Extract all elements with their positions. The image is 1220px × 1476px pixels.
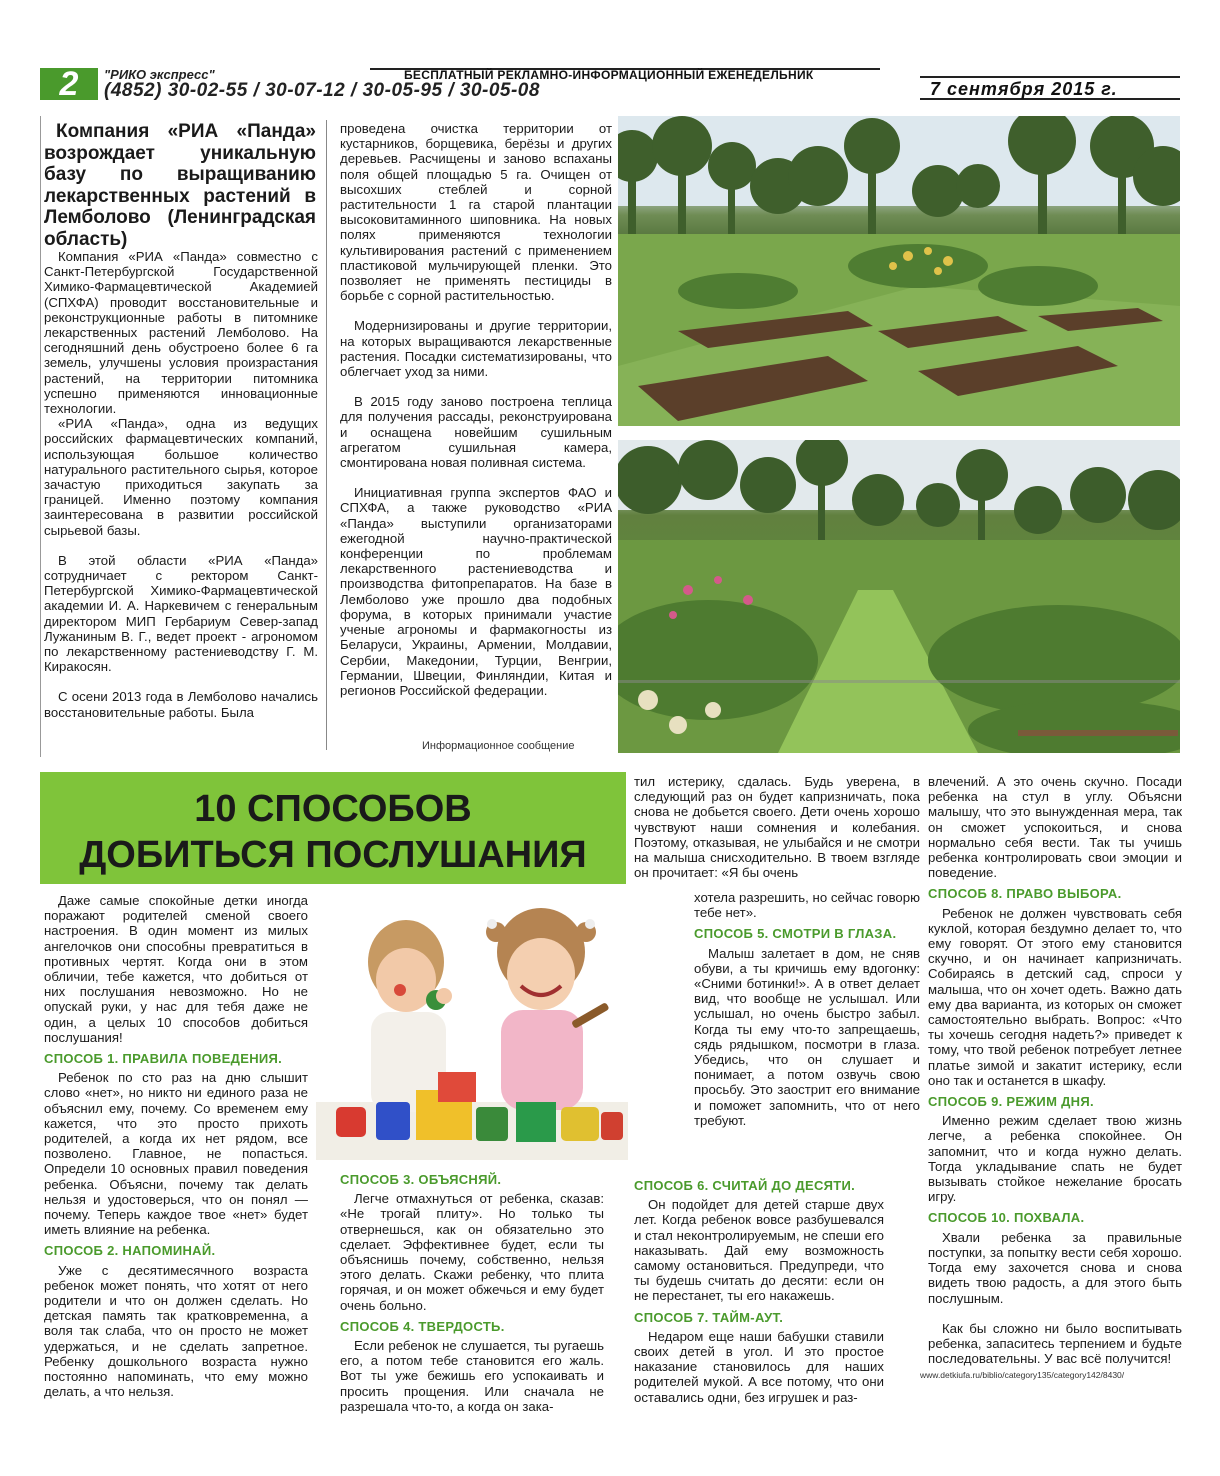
article2-column3-bottom — [634, 1172, 884, 1405]
article2-column1 — [44, 893, 308, 1400]
method3-heading: СПОСОБ 3. ОБЪЯСНЯЙ. — [340, 1172, 502, 1187]
method6-text: Он подойдет для детей старше двух лет. Когда ребенок вовсе разбушевался и стал неконтролируемым, не спеши его наказывать. Дай ему возможность самому остановиться. Предупреди, что ты будешь считать до десяти: если он не перестанет, ты его накажешь. — [634, 1197, 884, 1304]
method4-continued: тил истерику, сдалась. Будь уверена, в следующий раз он будет капризничать, пока снова не добьется своего. Дети очень хорошо чувствуют наши сомнения и колебания. Поэтому, отказывая, не улыбайся и не смотри на малыша снисходительно. В твоем взгляде он прочитает: «Я бы очень — [634, 774, 920, 881]
article2-title — [40, 786, 626, 878]
paragraph: С осени 2013 года в Лемболово начались восстановительные работы. Была — [44, 689, 318, 720]
info-note: Информационное сообщение — [422, 740, 575, 752]
paragraph: «РИА «Панда», одна из ведущих российских фармацевтических компаний, использующая большое количество натурального растительного сырья, которое зачастую приходиться закупать за границей. Именно поэтому компания заинтересована в развитии российской сырьевой базы. — [44, 416, 318, 538]
method4-text: Если ребенок не слушается, ты ругаешь его, а потом тебе становится его жаль. Вот ты уже бежишь его успокаивать и просить прощения. Или сначала не разрешала что-то, а когда он зака- — [340, 1338, 604, 1414]
method10-text: Хвали ребенка за правильные поступки, за попытку вести себя хорошо. Тогда ему захочется снова и снова видеть твою радость, а для этого быть послушным. — [928, 1229, 1182, 1306]
column-divider — [326, 120, 327, 750]
paragraph: В этой области «РИА «Панда» сотрудничает с ректором Санкт-Петербургской Химико-Фармацевтической академии И. А. Наркевичем с генеральным директором МИП Гербариум Север-запад Лужаниным В. Г., ведет проект - агрономом по лекарственному растениеводству Г. М. Киракосян. — [44, 552, 318, 675]
paragraph: В 2015 году заново построена теплица для получения рассады, реконструирована и оснащена новейшим сушильным агрегатом сушильная камера, смонтирована новая поливная система. — [340, 394, 612, 471]
article1-title: Компания «РИА «Панда» возрождает уникальную базу по выращиванию лекарственных растений в Лемболово (Ленинградская область) — [44, 121, 316, 250]
article2-column3-middle — [694, 890, 920, 1128]
issue-date: 7 сентября 2015 г. — [930, 79, 1118, 99]
paragraph: Модернизированы и другие территории, на которых выращиваются лекарственные растения. Посадки систематизированы, что облегчает уход за ними. — [340, 318, 612, 380]
method3-text: Легче отмахнуться от ребенка, сказав: «Не трогай плиту». Но только ты отвернешься, как он обязательно это сделает. Эффективнее будет, если ты объяснишь почему, собственно, нельзя этого делать. Скажи ребенку, что плита горячая, и он может обжечься и ему будет очень больно. — [340, 1191, 604, 1313]
publication-phones: (4852) 30-02-55 / 30-07-12 / 30-05-95 / 30-05-08 — [104, 80, 540, 101]
method8-heading: СПОСОБ 8. ПРАВО ВЫБОРА. — [928, 886, 1122, 902]
method9-text: Именно режим сделает твою жизнь легче, а ребенка спокойнее. Он запомнит, что и когда нужно делать. Тогда укладывание спать не будет вызывать стойкое нежелание бросать игру. — [928, 1113, 1182, 1205]
article2-column3-top — [634, 774, 920, 880]
article2-column2 — [340, 1166, 604, 1414]
method10-heading: СПОСОБ 10. ПОХВАЛА. — [928, 1210, 1085, 1226]
method8-text: Ребенок не должен чувствовать себя куклой, которая бездумно делает то, что ему говорят. От этого ему становится скучно, и он начинает капризничать. Собираясь в детский сад, спроси у малыша, что он хочет одеть. Важно дать ему два варианта, из которых он сможет самостоятельно выбрать. Вопрос: «Что ты хочешь сегодня надеть?» приведет к тому, что твой ребенок потребует летнее платье зимой и закатит истерику, если оно так и останется в шкафу. — [928, 905, 1182, 1088]
method9-heading: СПОСОБ 9. РЕЖИМ ДНЯ. — [928, 1094, 1094, 1110]
method2-text: Уже с десятимесячного возраста ребенок может понять, что хотят от него родители и что он должен сделать. Но детская память так кратковременна, а воля так слаба, что он просто не может удержаться, и не сделать запретное. Ребенку дошкольного возраста нужно постоянно напоминать, что ему можно делать, а что нельзя. — [44, 1262, 308, 1400]
masthead — [40, 65, 1180, 103]
article2-title-line2: ДОБИТЬСЯ ПОСЛУШАНИЯ — [79, 834, 587, 876]
article2-column4 — [928, 774, 1182, 1366]
paragraph: Инициативная группа экспертов ФАО и СПХФА, а также руководство «РИА «Панда» выступили организаторами ежегодной научно-практической конференции по проблемам лекарственного растениеводства и производства фитопрепаратов. На базе в Лемболово уже прошло два подобных форума, в которых принимали участие ученые агрономы и фармакогносты из Беларуси, Украины, Армении, Молдавии, Сербии, Македонии, Турции, Венгрии, Германии, Швеции, Финляндии, Китая и регионов Российской федерации. — [340, 485, 612, 698]
method1-heading: СПОСОБ 1. ПРАВИЛА ПОВЕДЕНИЯ. — [44, 1051, 283, 1067]
method7-text: Недаром еще наши бабушки ставили своих детей в угол. И это простое наказание становилось для наших родителей мукой. А все потому, что они оставались одни, без игрушек и раз- — [634, 1328, 884, 1405]
method7-heading: СПОСОБ 7. ТАЙМ-АУТ. — [634, 1309, 784, 1325]
article1-column2 — [340, 121, 612, 698]
publication-name: "РИКО экспресс" — [104, 67, 215, 82]
paragraph: Компания «РИА «Панда» совместно с Санкт-Петербургской Государственной Химико-Фармацевтической Академией (СПХФА) проводит восстановительные и реконструкционные работы в питомнике лекарственных растений Лемболово. На сегодняшний день обустроено более 6 га земель, улучшены условия произрастания растений, на территории питомника успешно применяются инновационные технологии. — [44, 249, 318, 417]
article2-title-line1: 10 СПОСОБОВ — [194, 788, 472, 830]
outro-paragraph: Как бы сложно ни было воспитывать ребенка, запаситесь терпением и будьте последовательны. У вас всё получится! — [928, 1320, 1182, 1367]
garden-photo-top — [618, 116, 1180, 426]
page-number: 2 — [40, 68, 98, 100]
kids-painting-photo — [316, 902, 628, 1160]
garden-photo-bottom — [618, 440, 1180, 753]
paragraph: проведена очистка территории от кустарников, борщевика, берёзы и других деревьев. Расчищены и заново вспаханы поля общей площадью 5 га. Очищен от высохших стеблей и сорной растительности 1 га старой плантации высоковитаминного шиповника. На новых полях применяются технологии культивирования растений с применением пластиковой мульчирующей пленки. Это позволяет не применять пестициды в борьбе с сорной растительностью. — [340, 121, 612, 304]
source-url: www.detkiufa.ru/biblio/category135/category142/8430/ — [920, 1370, 1125, 1380]
method6-heading: СПОСОБ 6. СЧИТАЙ ДО ДЕСЯТИ. — [634, 1178, 856, 1193]
method4-heading: СПОСОБ 4. ТВЕРДОСТЬ. — [340, 1318, 505, 1334]
method7-continued: влечений. А это очень скучно. Посади ребенка на стул в углу. Объясни малышу, что это вынужденная мера, так он сможет успокоиться, и снова нормально себя вести. Так ты учишь ребенка контролировать свои эмоции и поведение. — [928, 774, 1182, 881]
method1-text: Ребенок по сто раз на дню слышит слово «нет», но никто ни единого раза не объяснил ему, почему. Со временем ему кажется, что это просто прихоть родителей, а когда их нет рядом, все позволено. Главное, не попасться. Определи 10 основных правил поведения ребенка. Объясни, почему так делать нельзя и удостоверься, что он понял — почему. Теперь каждое твое «нет» будет иметь влияние на ребенка. — [44, 1070, 308, 1238]
method4-continued-end: хотела разрешить, но сейчас говорю тебе нет». — [694, 890, 920, 921]
intro-paragraph: Даже самые спокойные детки иногда поражают родителей сменой своего настроения. В один момент из милых ангелочков они способны превратиться в противных чертят. Когда они в этом обличии, тебе кажется, что добиться от них послушания невозможно. Но не опускай руки, у нас для тебя даже не один, а целых 10 способов добиться послушания! — [44, 893, 308, 1045]
tagline: БЕСПЛАТНЫЙ РЕКЛАМНО-ИНФОРМАЦИОННЫЙ ЕЖЕНЕДЕЛЬНИК — [404, 68, 814, 82]
method5-heading: СПОСОБ 5. СМОТРИ В ГЛАЗА. — [694, 926, 897, 942]
method5-text: Малыш залетает в дом, не сняв обуви, а ты кричишь ему вдогонку: «Сними ботинки!». А в ответ делает вид, что вообще не услышал. Или услышал, но очень быстро забыл. Когда ты ему что-то запрещаешь, сядь рядышком, посмотри в глаза. Убедись, что он слушает и понимает, а потом озвучь свою просьбу. Это заострит его внимание и поможет запомнить, что от него требуют. — [694, 945, 920, 1128]
article1-column1 — [44, 249, 318, 720]
method2-heading: СПОСОБ 2. НАПОМИНАЙ. — [44, 1243, 216, 1259]
